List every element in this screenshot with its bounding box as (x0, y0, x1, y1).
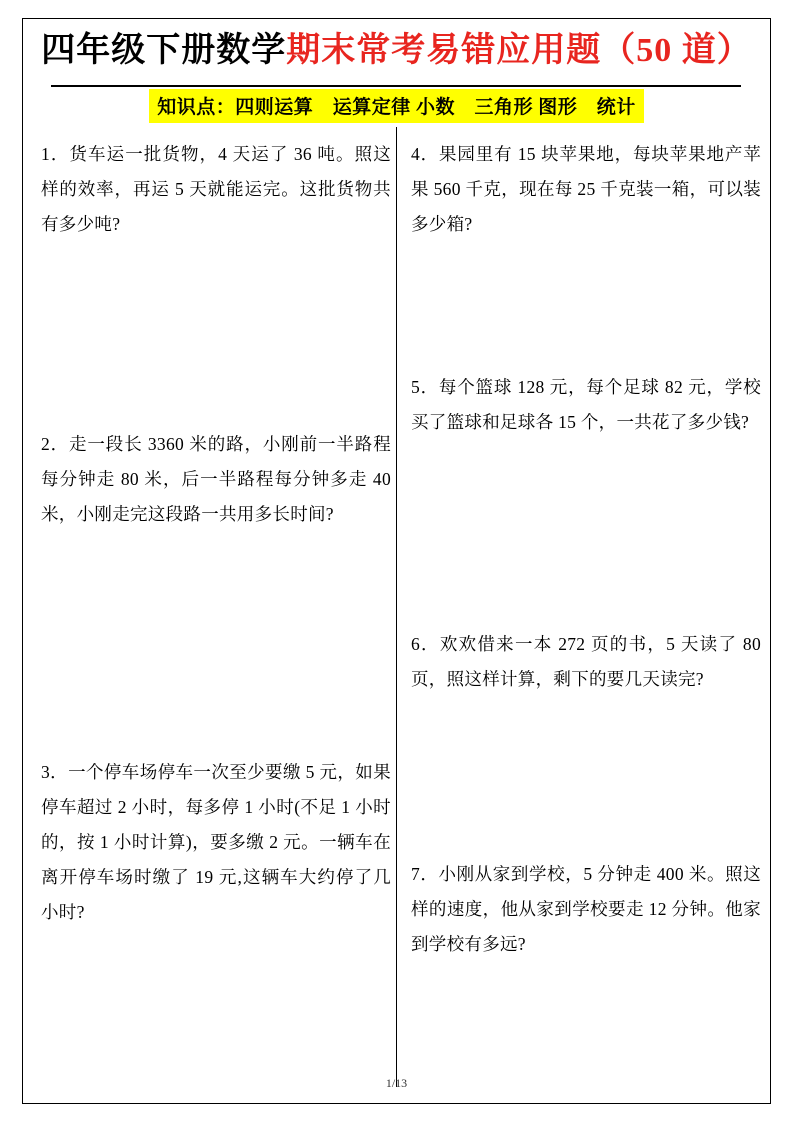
questions-area (23, 127, 770, 1087)
question-item (41, 755, 391, 930)
question-item (411, 137, 761, 242)
questions-column-left (41, 127, 391, 1087)
question-item (411, 857, 761, 962)
question-item (41, 427, 391, 532)
page-number: 1/13 (385, 1076, 408, 1090)
question-text: 7．小刚从家到学校，5 分钟走 400 米。照这样的速度，他从家到学校要走 12 分钟。他家到学校有多远? (411, 864, 761, 954)
question-text: 1．货车运一批货物，4 天运了 36 吨。照这样的效率，再运 5 天就能运完。这批货物共有多少吨? (41, 144, 391, 234)
column-divider (396, 127, 397, 1087)
page-title-red: 期末常考易错应用题（50 道） (286, 31, 752, 69)
question-item (41, 137, 391, 242)
knowledge-points-banner: 知识点：四则运算 运算定律 小数 三角形 图形 统计 (149, 89, 644, 123)
page-border (22, 18, 771, 1104)
page-title-black: 四年级下册数学 (41, 31, 287, 69)
question-text: 2．走一段长 3360 米的路，小刚前一半路程每分钟走 80 米，后一半路程每分钟多走 40 米，小刚走完这段路一共用多长时间? (41, 434, 391, 524)
questions-column-right (411, 127, 761, 1087)
knowledge-points-row (23, 89, 770, 123)
title-underline (51, 85, 741, 87)
question-item (411, 627, 761, 697)
question-text: 3．一个停车场停车一次至少要缴 5 元，如果停车超过 2 小时，每多停 1 小时(不足 1 小时的，按 1 小时计算)，要多缴 2 元。一辆车在离开停车场时缴了 19 元,这辆车大约停了几小时? (41, 762, 391, 922)
question-text: 5．每个篮球 128 元，每个足球 82 元，学校买了篮球和足球各 15 个，一共花了多少钱? (411, 377, 761, 432)
question-text: 6．欢欢借来一本 272 页的书，5 天读了 80 页，照这样计算，剩下的要几天读完? (411, 634, 761, 689)
question-item (411, 370, 761, 440)
question-text: 4．果园里有 15 块苹果地，每块苹果地产苹果 560 千克，现在每 25 千克装一箱，可以装多少箱? (411, 144, 761, 234)
page-title (23, 19, 770, 73)
